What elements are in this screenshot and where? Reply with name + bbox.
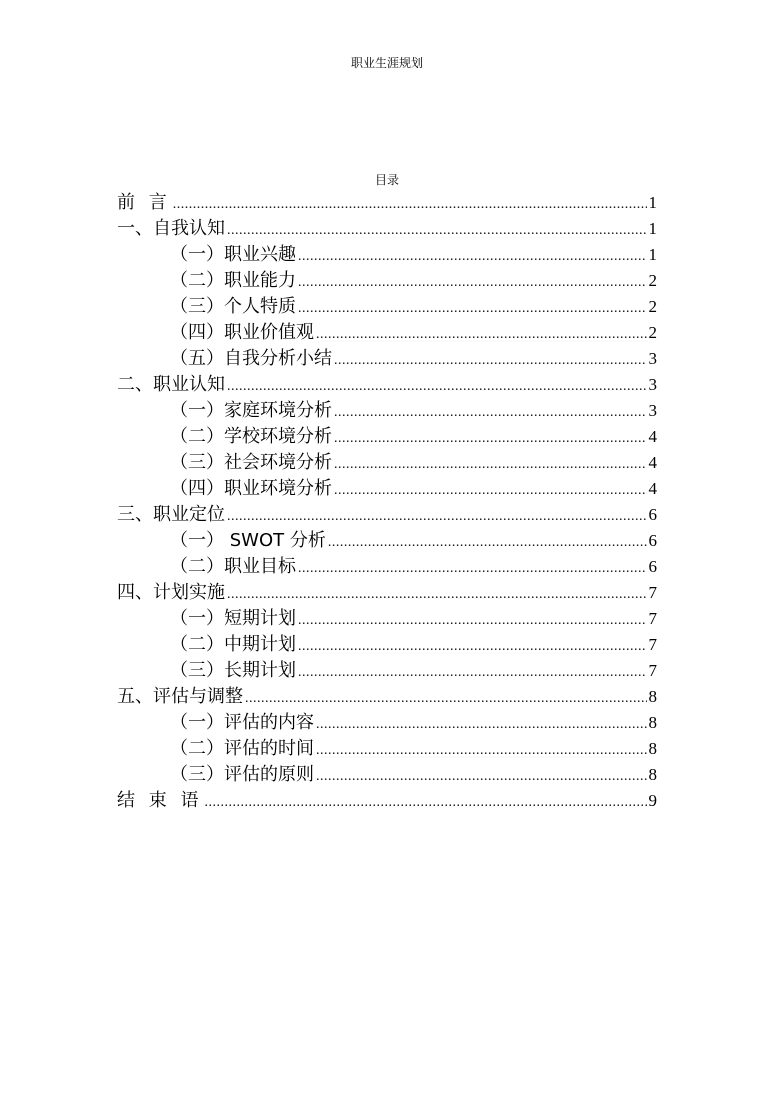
toc-entry-label: （三）长期计划: [170, 660, 296, 681]
toc-entry[interactable]: [117, 736, 657, 762]
toc-entry-label: 二、职业认知: [117, 374, 225, 395]
toc-entry-page-number: 7: [648, 583, 657, 602]
toc-entry-page-number: 6: [648, 557, 657, 576]
toc-dot-leader: [334, 400, 647, 426]
toc-dot-leader: [298, 244, 647, 270]
toc-entry[interactable]: [117, 658, 657, 684]
toc-entry[interactable]: [117, 762, 657, 788]
toc-entry-label: 五、评估与调整: [117, 686, 243, 707]
toc-dot-leader: [298, 634, 647, 660]
toc-dot-leader: [204, 790, 646, 816]
toc-entry-page-number: 7: [648, 661, 657, 680]
toc-entry-label: （一）评估的内容: [170, 712, 314, 733]
toc-entry[interactable]: [117, 450, 657, 476]
table-of-contents: [117, 190, 657, 814]
toc-entry[interactable]: [117, 788, 657, 814]
toc-entry-page-number: 2: [648, 297, 657, 316]
toc-dot-leader: [334, 478, 647, 504]
toc-entry[interactable]: [117, 476, 657, 502]
toc-entry[interactable]: [117, 398, 657, 424]
toc-entry[interactable]: [117, 268, 657, 294]
toc-entry[interactable]: [117, 684, 657, 710]
toc-entry-label: （二）中期计划: [170, 634, 296, 655]
toc-entry-label: （一） SWOT 分析: [170, 530, 326, 551]
toc-entry-page-number: 1: [648, 245, 657, 264]
toc-entry[interactable]: [117, 424, 657, 450]
toc-title: 目录: [374, 173, 399, 187]
toc-entry[interactable]: [117, 606, 657, 632]
toc-entry[interactable]: [117, 216, 657, 242]
toc-entry-page-number: 6: [648, 505, 657, 524]
toc-entry-page-number: 3: [648, 375, 657, 394]
toc-dot-leader: [227, 504, 647, 530]
toc-entry-label: 结 束 语: [117, 790, 203, 811]
toc-entry[interactable]: [117, 554, 657, 580]
toc-entry-label: （五）自我分析小结: [170, 348, 332, 369]
toc-dot-leader: [227, 218, 647, 244]
toc-entry-label: 前 言: [117, 192, 171, 213]
toc-entry-label: 四、计划实施: [117, 582, 225, 603]
toc-dot-leader: [227, 374, 647, 400]
toc-entry[interactable]: [117, 580, 657, 606]
toc-dot-leader: [245, 686, 647, 712]
toc-entry-page-number: 1: [648, 193, 657, 212]
toc-dot-leader: [316, 322, 647, 348]
toc-entry-page-number: 8: [648, 713, 657, 732]
toc-entry[interactable]: [117, 190, 657, 216]
toc-entry-label: （四）职业环境分析: [170, 478, 332, 499]
toc-entry[interactable]: [117, 346, 657, 372]
toc-entry-label: （一）家庭环境分析: [170, 400, 332, 421]
toc-entry-page-number: 2: [648, 323, 657, 342]
toc-entry-page-number: 4: [648, 479, 657, 498]
toc-entry-page-number: 4: [648, 453, 657, 472]
toc-entry-page-number: 4: [648, 427, 657, 446]
toc-dot-leader: [227, 582, 647, 608]
toc-entry-page-number: 2: [648, 271, 657, 290]
toc-dot-leader: [316, 764, 647, 790]
toc-dot-leader: [298, 296, 647, 322]
toc-dot-leader: [298, 556, 647, 582]
toc-entry-label: 一、自我认知: [117, 218, 225, 239]
toc-entry[interactable]: [117, 528, 657, 554]
toc-dot-leader: [298, 270, 647, 296]
toc-entry-label: （三）社会环境分析: [170, 452, 332, 473]
toc-dot-leader: [334, 452, 647, 478]
toc-entry-page-number: 8: [648, 687, 657, 706]
toc-entry-label: （一）职业兴趣: [170, 244, 296, 265]
toc-entry-label: （二）职业能力: [170, 270, 296, 291]
toc-entry[interactable]: [117, 632, 657, 658]
toc-entry-page-number: 9: [648, 791, 657, 810]
toc-dot-leader: [173, 192, 647, 218]
toc-entry[interactable]: [117, 320, 657, 346]
toc-entry[interactable]: [117, 710, 657, 736]
toc-entry-label: 三、职业定位: [117, 504, 225, 525]
toc-entry-page-number: 8: [648, 765, 657, 784]
toc-entry[interactable]: [117, 294, 657, 320]
toc-dot-leader: [298, 608, 647, 634]
toc-entry-page-number: 3: [648, 349, 657, 368]
toc-dot-leader: [334, 348, 647, 374]
toc-dot-leader: [298, 660, 647, 686]
toc-dot-leader: [316, 738, 647, 764]
toc-dot-leader: [316, 712, 647, 738]
toc-entry-label: （二）学校环境分析: [170, 426, 332, 447]
toc-entry-label: （二）职业目标: [170, 556, 296, 577]
toc-dot-leader: [334, 426, 647, 452]
page-header: 职业生涯规划: [350, 56, 423, 70]
toc-entry-label: （二）评估的时间: [170, 738, 314, 759]
toc-entry-label: （三）评估的原则: [170, 764, 314, 785]
toc-entry-page-number: 3: [648, 401, 657, 420]
toc-entry-label: （四）职业价值观: [170, 322, 314, 343]
toc-entry-label: （一）短期计划: [170, 608, 296, 629]
toc-entry-label: （三）个人特质: [170, 296, 296, 317]
toc-entry-page-number: 1: [648, 219, 657, 238]
toc-dot-leader: [328, 530, 647, 556]
toc-entry-page-number: 8: [648, 739, 657, 758]
toc-entry[interactable]: [117, 502, 657, 528]
toc-entry-page-number: 7: [648, 609, 657, 628]
toc-entry-page-number: 7: [648, 635, 657, 654]
toc-entry[interactable]: [117, 372, 657, 398]
toc-entry-page-number: 6: [648, 531, 657, 550]
toc-entry[interactable]: [117, 242, 657, 268]
